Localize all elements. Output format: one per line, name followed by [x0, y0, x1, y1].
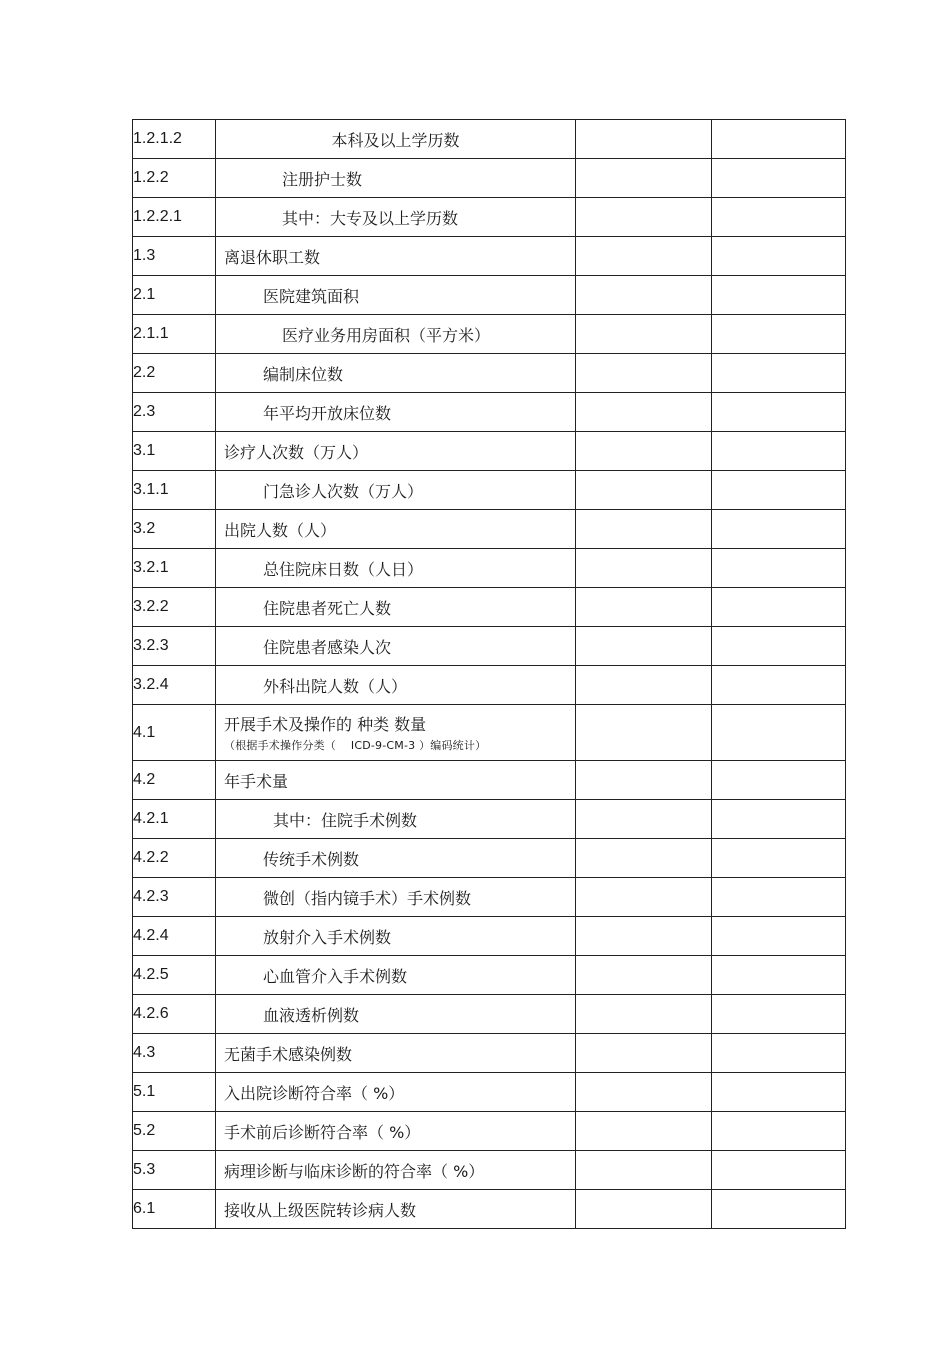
value-cell-1[interactable] [576, 159, 712, 198]
value-cell-1[interactable] [576, 1034, 712, 1073]
row-name [216, 120, 576, 159]
row-name [216, 510, 576, 549]
value-cell-1[interactable] [576, 315, 712, 354]
value-cell-1[interactable] [576, 1190, 712, 1229]
table-row [133, 471, 846, 510]
value-cell-2[interactable] [712, 839, 846, 878]
row-name-text: 心血管介入手术例数 [263, 966, 408, 986]
value-cell-1[interactable] [576, 995, 712, 1034]
row-note-text: （根据手术操作分类（ ICD-9-CM-3 ）编码统计） [224, 739, 487, 752]
table-row [133, 761, 846, 800]
value-cell-1[interactable] [576, 1112, 712, 1151]
table-row [133, 393, 846, 432]
row-name-text: 本科及以上学历数 [331, 130, 460, 150]
row-name-text: 手术前后诊断符合率（ %） [224, 1122, 421, 1142]
row-name [216, 1034, 576, 1073]
row-code: 4.2.5 [133, 956, 216, 995]
row-name-text: 住院患者感染人次 [263, 637, 392, 657]
table-row [133, 510, 846, 549]
row-name-text: 传统手术例数 [263, 849, 360, 869]
value-cell-2[interactable] [712, 120, 846, 159]
table-row [133, 159, 846, 198]
value-cell-1[interactable] [576, 432, 712, 471]
row-code: 3.2 [133, 510, 216, 549]
value-cell-2[interactable] [712, 1190, 846, 1229]
statistics-table [132, 119, 846, 1229]
value-cell-2[interactable] [712, 393, 846, 432]
value-cell-2[interactable] [712, 917, 846, 956]
row-code: 3.2.2 [133, 588, 216, 627]
row-name-text: 离退休职工数 [224, 247, 321, 267]
row-name-text: 放射介入手术例数 [263, 927, 392, 947]
row-code: 4.2.6 [133, 995, 216, 1034]
table-row [133, 315, 846, 354]
table-row [133, 839, 846, 878]
row-name [216, 159, 576, 198]
row-code: 4.2.4 [133, 917, 216, 956]
row-code: 4.2.1 [133, 800, 216, 839]
value-cell-1[interactable] [576, 393, 712, 432]
row-name-text: 微创（指内镜手术）手术例数 [263, 888, 472, 908]
value-cell-2[interactable] [712, 627, 846, 666]
value-cell-1[interactable] [576, 917, 712, 956]
row-code: 3.1.1 [133, 471, 216, 510]
table-row [133, 354, 846, 393]
value-cell-2[interactable] [712, 159, 846, 198]
row-name [216, 432, 576, 471]
row-name-text: 外科出院人数（人） [263, 676, 408, 696]
table-row [133, 1190, 846, 1229]
value-cell-2[interactable] [712, 800, 846, 839]
row-name [216, 1073, 576, 1112]
row-name [216, 1151, 576, 1190]
value-cell-1[interactable] [576, 510, 712, 549]
value-cell-1[interactable] [576, 1073, 712, 1112]
row-name-text: 出院人数（人） [224, 520, 337, 540]
row-name-text: 其中：住院手术例数 [273, 810, 418, 830]
row-name [216, 839, 576, 878]
value-cell-1[interactable] [576, 237, 712, 276]
value-cell-2[interactable] [712, 666, 846, 705]
table-row [133, 198, 846, 237]
row-code: 5.1 [133, 1073, 216, 1112]
value-cell-1[interactable] [576, 549, 712, 588]
row-name-text: 总住院床日数（人日） [263, 559, 424, 579]
row-name [216, 1190, 576, 1229]
row-name [216, 393, 576, 432]
row-name [216, 878, 576, 917]
value-cell-2[interactable] [712, 354, 846, 393]
value-cell-1[interactable] [576, 198, 712, 237]
value-cell-2[interactable] [712, 510, 846, 549]
value-cell-2[interactable] [712, 276, 846, 315]
table-row [133, 917, 846, 956]
table-row [133, 705, 846, 761]
value-cell-2[interactable] [712, 995, 846, 1034]
value-cell-1[interactable] [576, 120, 712, 159]
table-row [133, 666, 846, 705]
row-name-text: 血液透析例数 [263, 1005, 360, 1025]
row-code: 4.2.3 [133, 878, 216, 917]
table-row [133, 995, 846, 1034]
value-cell-2[interactable] [712, 956, 846, 995]
row-code: 5.2 [133, 1112, 216, 1151]
row-name [216, 956, 576, 995]
table-row [133, 588, 846, 627]
row-code: 3.2.1 [133, 549, 216, 588]
row-name [216, 549, 576, 588]
value-cell-1[interactable] [576, 761, 712, 800]
row-name-text: 注册护士数 [282, 169, 363, 189]
row-code: 1.2.2 [133, 159, 216, 198]
row-name [216, 588, 576, 627]
row-code: 6.1 [133, 1190, 216, 1229]
value-cell-2[interactable] [712, 1034, 846, 1073]
row-name-text: 无菌手术感染例数 [224, 1044, 353, 1064]
value-cell-2[interactable] [712, 1112, 846, 1151]
row-name [216, 995, 576, 1034]
value-cell-2[interactable] [712, 549, 846, 588]
value-cell-2[interactable] [712, 471, 846, 510]
row-name-text: 入出院诊断符合率（ %） [224, 1083, 405, 1103]
row-name-text: 年手术量 [224, 771, 289, 791]
table-row [133, 237, 846, 276]
row-code: 2.3 [133, 393, 216, 432]
row-name-text: 编制床位数 [263, 364, 344, 384]
row-name [216, 315, 576, 354]
table-row [133, 1073, 846, 1112]
value-cell-1[interactable] [576, 839, 712, 878]
row-code: 5.3 [133, 1151, 216, 1190]
value-cell-2[interactable] [712, 705, 846, 761]
row-code: 3.1 [133, 432, 216, 471]
row-name [216, 627, 576, 666]
value-cell-1[interactable] [576, 705, 712, 761]
value-cell-2[interactable] [712, 588, 846, 627]
row-code: 2.2 [133, 354, 216, 393]
row-code: 4.3 [133, 1034, 216, 1073]
row-name-text: 门急诊人次数（万人） [263, 481, 424, 501]
row-name-text: 开展手术及操作的 种类 数量 [224, 715, 427, 734]
value-cell-1[interactable] [576, 666, 712, 705]
value-cell-2[interactable] [712, 315, 846, 354]
row-name [216, 705, 576, 761]
table-row [133, 1034, 846, 1073]
value-cell-1[interactable] [576, 354, 712, 393]
row-name-text: 年平均开放床位数 [263, 403, 392, 423]
row-name [216, 198, 576, 237]
row-name [216, 917, 576, 956]
value-cell-1[interactable] [576, 956, 712, 995]
row-code: 1.2.1.2 [133, 120, 216, 159]
value-cell-1[interactable] [576, 800, 712, 839]
value-cell-1[interactable] [576, 627, 712, 666]
row-code: 2.1.1 [133, 315, 216, 354]
value-cell-1[interactable] [576, 471, 712, 510]
row-code: 3.2.3 [133, 627, 216, 666]
value-cell-1[interactable] [576, 1151, 712, 1190]
row-code: 2.1 [133, 276, 216, 315]
value-cell-2[interactable] [712, 878, 846, 917]
row-name [216, 276, 576, 315]
row-name [216, 800, 576, 839]
row-name-text: 医疗业务用房面积（平方米） [282, 325, 491, 345]
row-code: 4.1 [133, 705, 216, 761]
row-name-text: 医院建筑面积 [263, 286, 360, 306]
value-cell-1[interactable] [576, 878, 712, 917]
row-name-text: 其中：大专及以上学历数 [282, 208, 459, 228]
value-cell-2[interactable] [712, 1073, 846, 1112]
statistics-table-body [133, 120, 846, 1229]
value-cell-2[interactable] [712, 761, 846, 800]
table-row [133, 276, 846, 315]
row-name [216, 471, 576, 510]
row-code: 1.3 [133, 237, 216, 276]
row-name [216, 761, 576, 800]
value-cell-2[interactable] [712, 198, 846, 237]
row-name-text: 住院患者死亡人数 [263, 598, 392, 618]
row-name-text: 接收从上级医院转诊病人数 [224, 1200, 417, 1220]
value-cell-1[interactable] [576, 588, 712, 627]
table-row [133, 956, 846, 995]
row-name-text: 病理诊断与临床诊断的符合率（ %） [224, 1161, 485, 1181]
row-code: 4.2 [133, 761, 216, 800]
table-row [133, 627, 846, 666]
row-name [216, 354, 576, 393]
row-code: 3.2.4 [133, 666, 216, 705]
row-code: 1.2.2.1 [133, 198, 216, 237]
value-cell-2[interactable] [712, 1151, 846, 1190]
row-name [216, 1112, 576, 1151]
row-name [216, 237, 576, 276]
table-row [133, 800, 846, 839]
table-row [133, 432, 846, 471]
table-row [133, 120, 846, 159]
row-name [216, 666, 576, 705]
table-row [133, 549, 846, 588]
value-cell-2[interactable] [712, 237, 846, 276]
table-row [133, 878, 846, 917]
table-row [133, 1112, 846, 1151]
row-name-text: 诊疗人次数（万人） [224, 442, 369, 462]
row-code: 4.2.2 [133, 839, 216, 878]
table-row [133, 1151, 846, 1190]
value-cell-1[interactable] [576, 276, 712, 315]
value-cell-2[interactable] [712, 432, 846, 471]
